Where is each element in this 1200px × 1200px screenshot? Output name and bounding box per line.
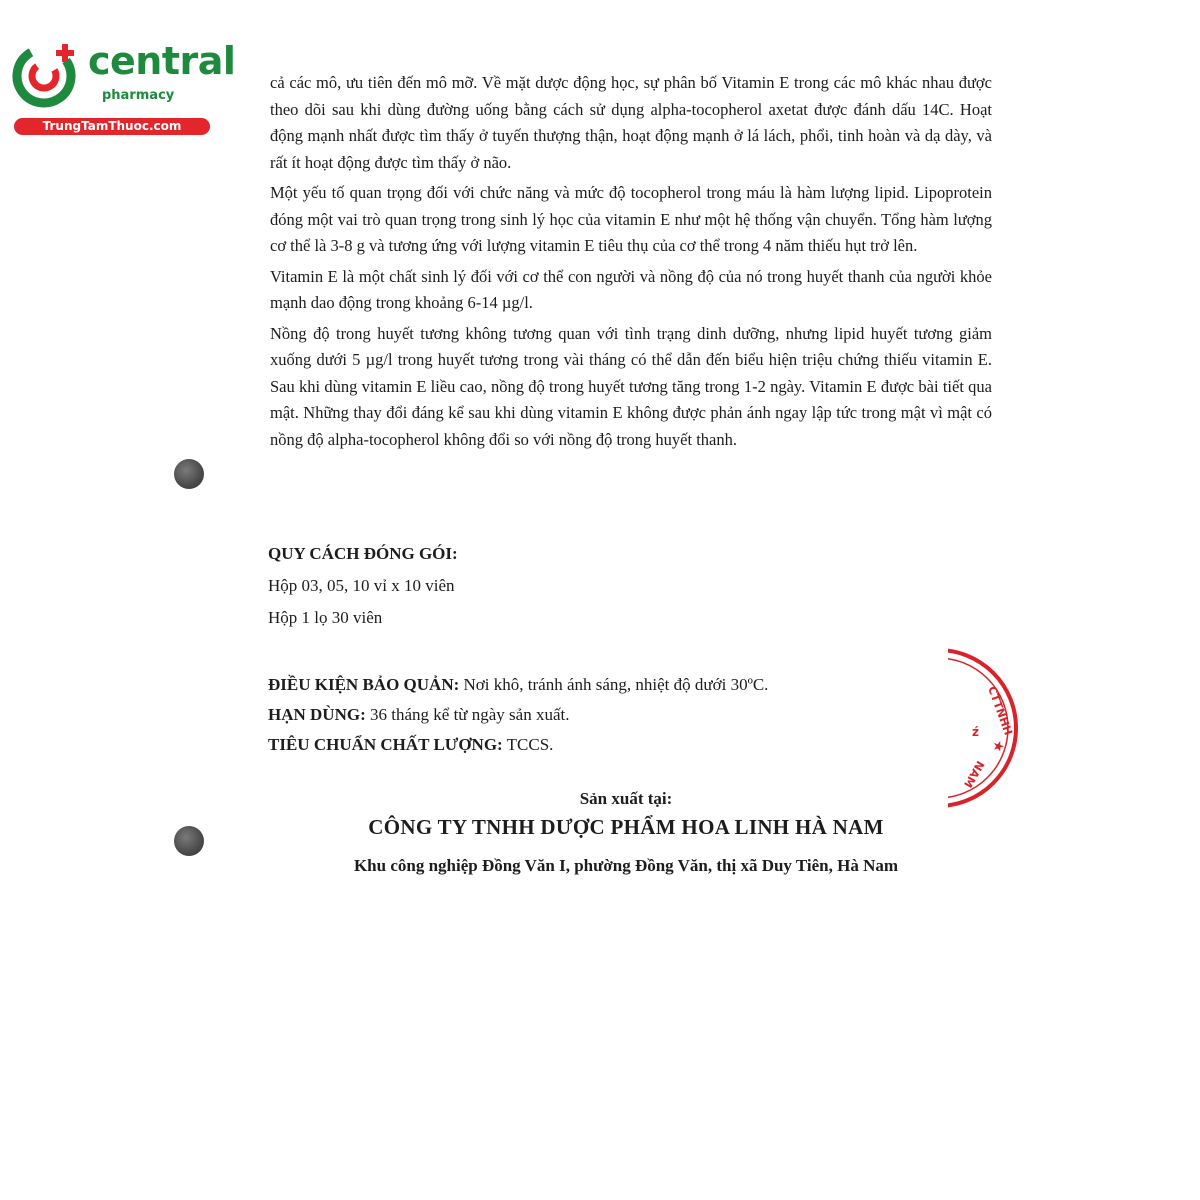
logo-url-badge: TrungTamThuoc.com	[14, 118, 210, 135]
quality-value: TCCS.	[502, 735, 554, 754]
logo-brand-text: central	[88, 39, 236, 83]
expiry-value: 36 tháng kể từ ngày sản xuất.	[365, 705, 570, 724]
body-text	[270, 70, 992, 457]
quality-label: TIÊU CHUẨN CHẤT LƯỢNG:	[268, 735, 503, 754]
storage-value: Nơi khô, tránh ánh sáng, nhiệt độ dưới 30ºC.	[459, 675, 769, 694]
packaging-line: Hộp 1 lọ 30 viên	[268, 608, 383, 627]
made-at-label: Sản xuất tại:	[579, 789, 673, 808]
paragraph: Vitamin E là một chất sinh lý đối với cơ thể con người và nồng độ của nó trong huyết thanh của người khỏe mạnh dao động trong khoảng 6-14 µg/l.	[270, 266, 992, 312]
expiry	[268, 705, 569, 725]
storage-label: ĐIỀU KIỆN BẢO QUẢN:	[268, 675, 460, 694]
storage-condition	[268, 675, 768, 695]
punch-hole	[174, 459, 204, 489]
svg-text:★: ★	[990, 740, 1005, 753]
packaging-heading: QUY CÁCH ĐÓNG GÓI:	[268, 544, 458, 563]
company-stamp	[948, 648, 1028, 808]
svg-text:ź: ź	[972, 725, 979, 739]
svg-text:CTTNHH: CTTNHH	[985, 684, 1015, 737]
logo-sub-text: pharmacy	[102, 88, 175, 103]
packaging-line: Hộp 03, 05, 10 vỉ x 10 viên	[268, 576, 455, 595]
expiry-label: HẠN DÙNG:	[268, 705, 366, 724]
company-name: CÔNG TY TNHH DƯỢC PHẨM HOA LINH HÀ NAM	[368, 815, 884, 839]
svg-text:NAM: NAM	[961, 758, 987, 790]
paragraph: Nồng độ trong huyết tương không tương quan với tình trạng dinh dưỡng, nhưng lipid huyết tương giảm xuống dưới 5 µg/l trong huyết tương trong vài tháng có thể dẫn đến biểu hiện triệu chứng thiếu vitamin E. Sau khi dùng vitamin E liều cao, nồng độ trong huyết tương tăng trong 1-2 ngày. Vitamin E được bài tiết qua mật. Những thay đổi đáng kể sau khi dùng vitamin E không được phản ánh ngay lập tức trong mật vì mật có nồng độ alpha-tocopherol không đổi so với nồng độ trong huyết thanh.	[270, 323, 992, 449]
central-logo-icon	[10, 38, 82, 110]
quality-standard	[268, 735, 553, 755]
paragraph: Một yếu tố quan trọng đối với chức năng và mức độ tocopherol trong máu là hàm lượng lipid. Lipoprotein đóng một vai trò quan trọng trong sinh lý học của vitamin E như một hệ thống vận chuyển. Tổng hàm lượng cơ thể là 3-8 g và tương ứng với lượng vitamin E tiêu thụ của cơ thể trong 4 năm thiếu hụt trở lên.	[270, 183, 992, 255]
stamp-seal-icon	[948, 648, 1028, 808]
paragraph: cả các mô, ưu tiên đến mô mỡ. Về mặt dược động học, sự phân bố Vitamin E trong các mô khác nhau được theo dõi sau khi dùng đường uống bằng cách sử dụng alpha-tocopherol axetat được đánh dấu 14C. Hoạt động mạnh nhất được tìm thấy ở tuyến thượng thận, hoạt động mạnh ở lá lách, phổi, tinh hoàn và dạ dày, và rất ít hoạt động được tìm thấy ở não.	[270, 73, 992, 172]
central-pharmacy-logo	[10, 36, 236, 136]
company-address: Khu công nghiệp Đồng Văn I, phường Đồng Văn, thị xã Duy Tiên, Hà Nam	[353, 856, 899, 875]
